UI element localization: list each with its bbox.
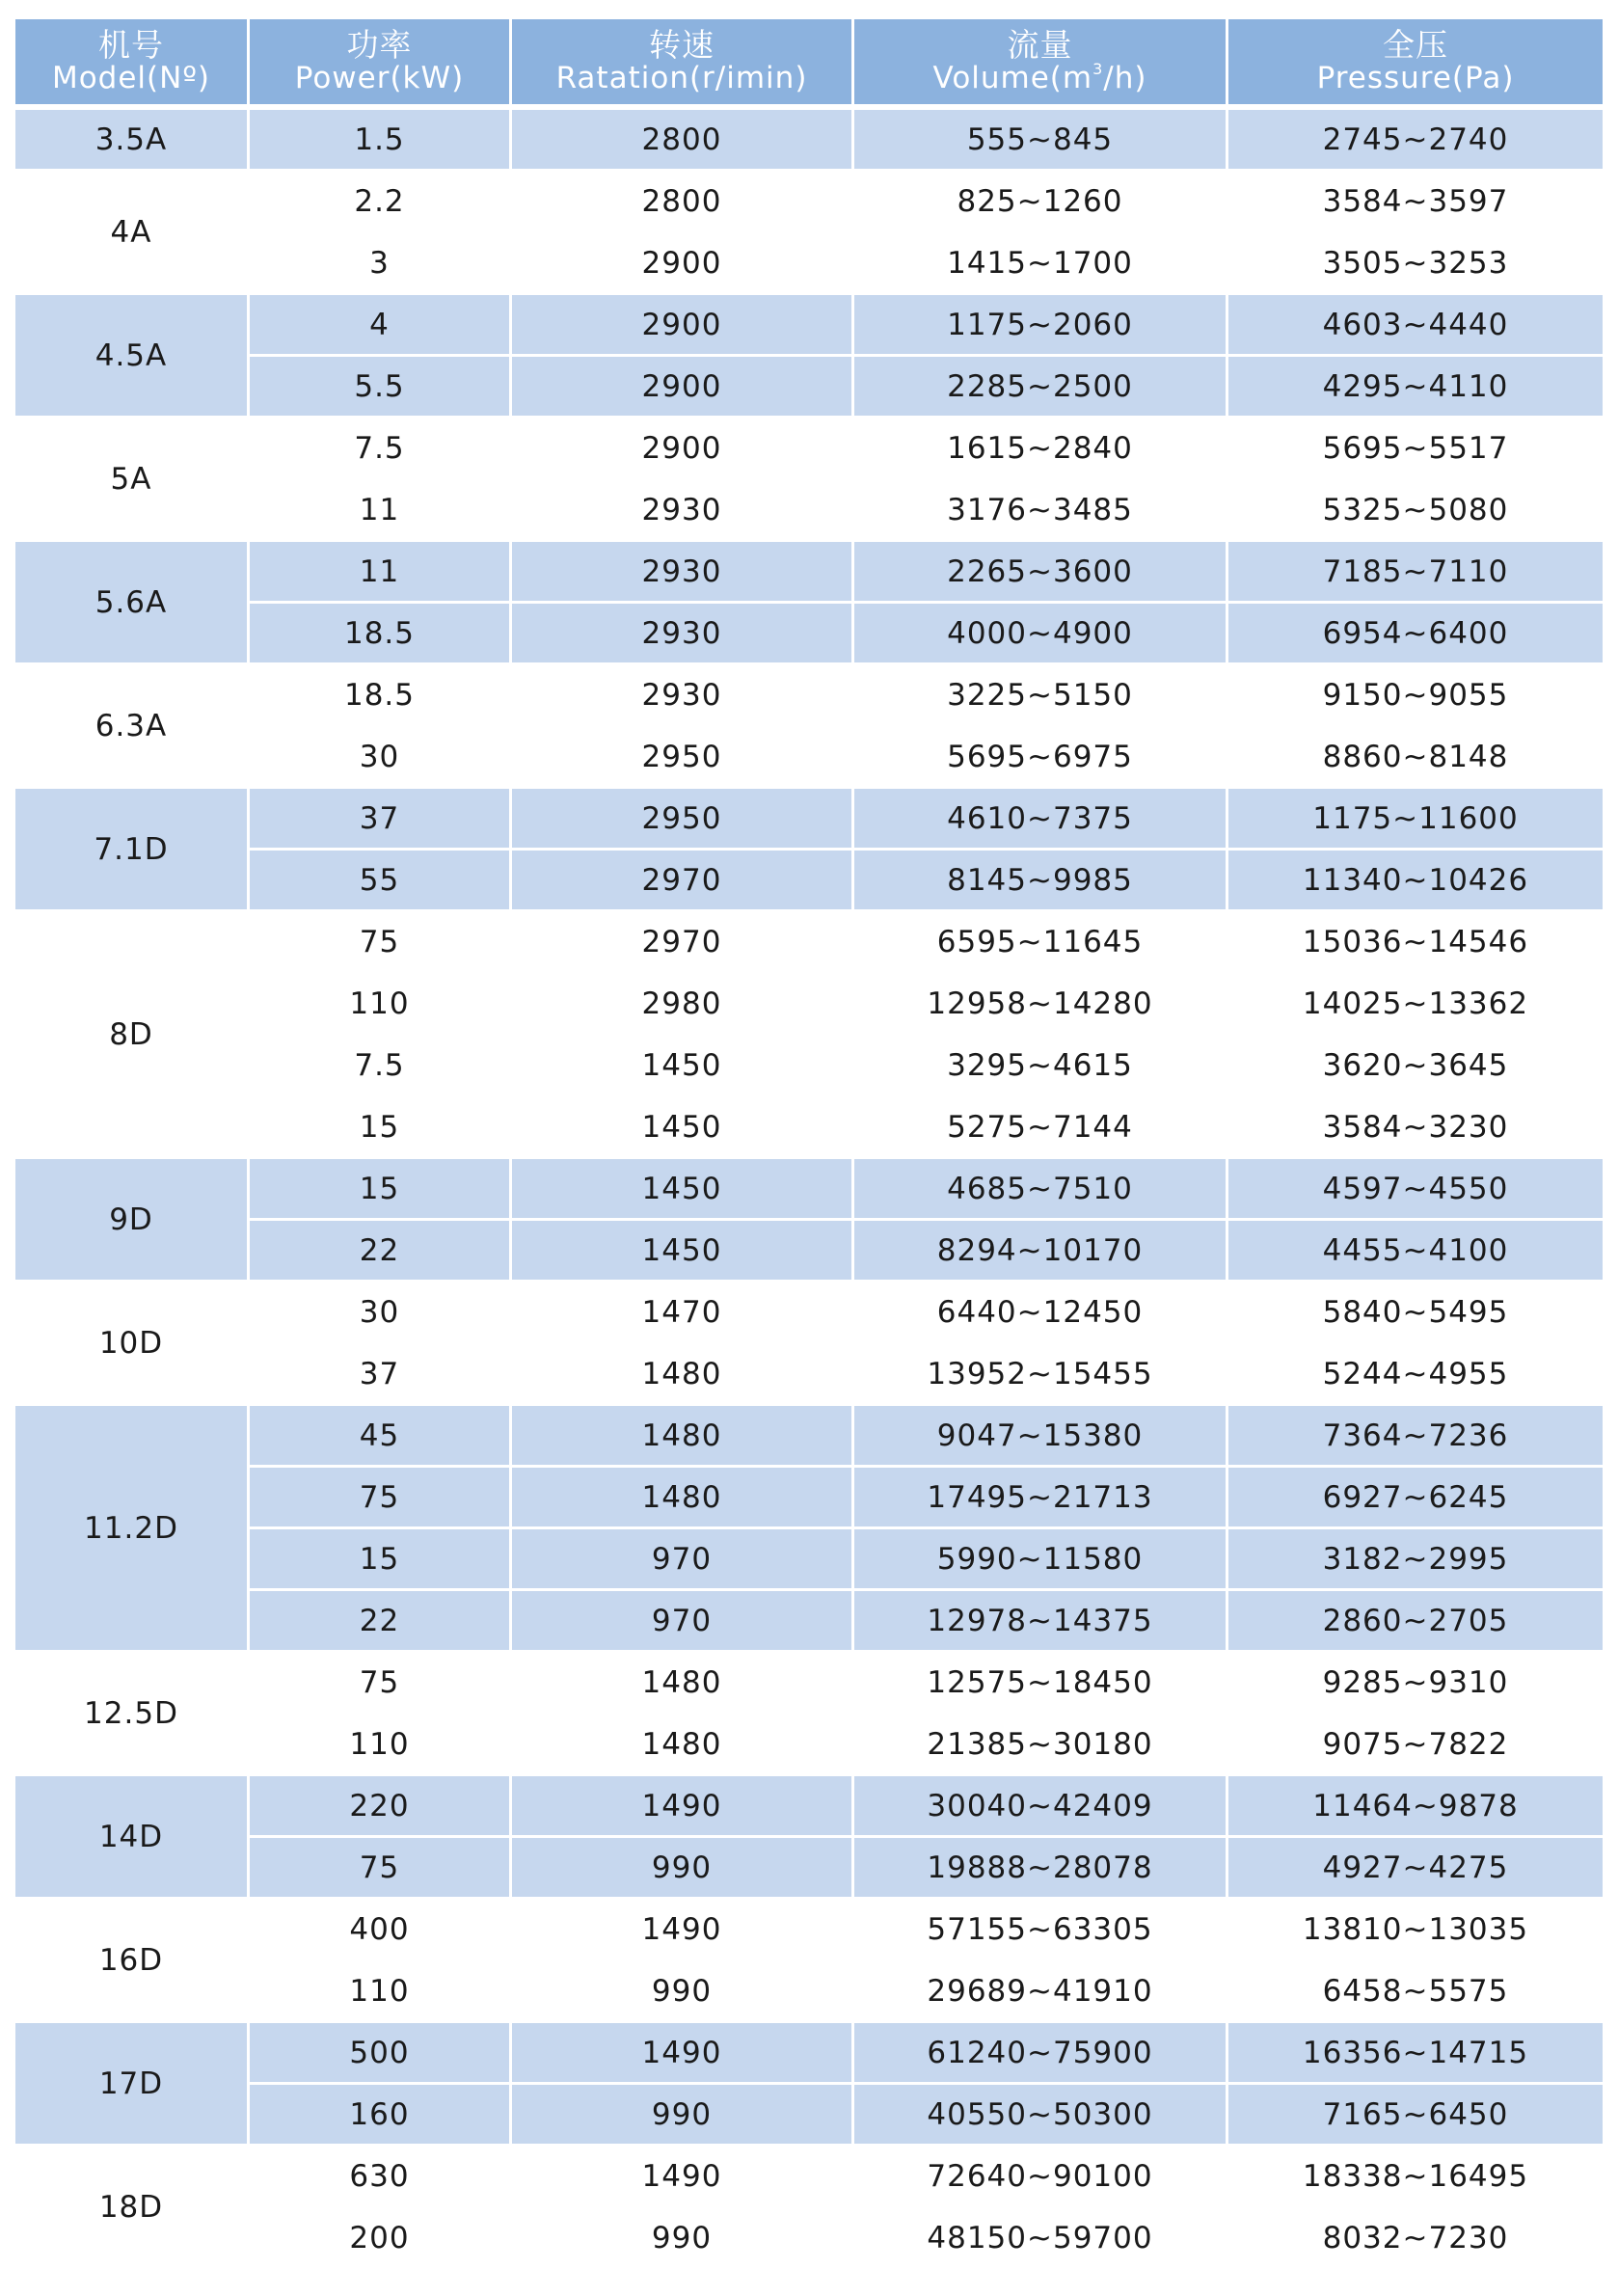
model-cell: 6.3A: [15, 665, 250, 789]
volume-cell: 3225~5150: [854, 665, 1228, 727]
speed-cell: 990: [512, 2208, 854, 2270]
table-row: [15, 172, 1603, 233]
speed-cell: 990: [512, 1961, 854, 2023]
table-header: [15, 19, 1603, 110]
volume-cell: 72640~90100: [854, 2147, 1228, 2208]
header-speed: [512, 19, 854, 110]
volume-cell: 1615~2840: [854, 419, 1228, 480]
volume-cell: 12575~18450: [854, 1653, 1228, 1715]
power-cell: 75: [250, 1468, 512, 1529]
table-row: [15, 233, 1603, 295]
pressure-cell: 3620~3645: [1228, 1036, 1603, 1097]
speed-cell: 1490: [512, 1900, 854, 1961]
power-cell: 22: [250, 1591, 512, 1653]
table-row: [15, 419, 1603, 480]
volume-cell: 5275~7144: [854, 1097, 1228, 1159]
table-row: [15, 974, 1603, 1036]
pressure-cell: 8860~8148: [1228, 727, 1603, 789]
volume-cell: 3295~4615: [854, 1036, 1228, 1097]
pressure-cell: 7165~6450: [1228, 2085, 1603, 2147]
speed-cell: 1480: [512, 1715, 854, 1776]
model-cell: 17D: [15, 2023, 250, 2147]
pressure-cell: 8032~7230: [1228, 2208, 1603, 2270]
volume-cell: 3176~3485: [854, 480, 1228, 542]
power-cell: 22: [250, 1221, 512, 1283]
table-row: [15, 1591, 1603, 1653]
fan-spec-table: [15, 19, 1603, 2270]
header-model-en: Model(Nº): [51, 61, 211, 95]
volume-cell: 13952~15455: [854, 1344, 1228, 1406]
table-row: [15, 2023, 1603, 2085]
volume-cell: 4685~7510: [854, 1159, 1228, 1221]
speed-cell: 1470: [512, 1283, 854, 1344]
table-row: [15, 1776, 1603, 1838]
model-cell: 7.1D: [15, 789, 250, 912]
power-cell: 110: [250, 1715, 512, 1776]
table-row: [15, 665, 1603, 727]
table-row: [15, 727, 1603, 789]
volume-cell: 5695~6975: [854, 727, 1228, 789]
volume-cell: 5990~11580: [854, 1529, 1228, 1591]
table-row: [15, 357, 1603, 419]
pressure-cell: 3584~3230: [1228, 1097, 1603, 1159]
pressure-cell: 11340~10426: [1228, 851, 1603, 912]
speed-cell: 2800: [512, 110, 854, 172]
pressure-cell: 5840~5495: [1228, 1283, 1603, 1344]
volume-cell: 4610~7375: [854, 789, 1228, 851]
speed-cell: 2970: [512, 851, 854, 912]
volume-cell: 12978~14375: [854, 1591, 1228, 1653]
model-cell: 4A: [15, 172, 250, 295]
pressure-cell: 5695~5517: [1228, 419, 1603, 480]
power-cell: 15: [250, 1159, 512, 1221]
volume-cell: 1415~1700: [854, 233, 1228, 295]
table-row: [15, 912, 1603, 974]
pressure-cell: 18338~16495: [1228, 2147, 1603, 2208]
header-row: [15, 19, 1603, 110]
speed-cell: 2900: [512, 233, 854, 295]
pressure-cell: 6927~6245: [1228, 1468, 1603, 1529]
header-speed-zh: 转速: [649, 26, 715, 64]
speed-cell: 1450: [512, 1159, 854, 1221]
volume-cell: 2265~3600: [854, 542, 1228, 604]
table-row: [15, 1715, 1603, 1776]
table-row: [15, 1221, 1603, 1283]
header-speed-en: Ratation(r/imin): [555, 61, 808, 95]
table-row: [15, 851, 1603, 912]
power-cell: 110: [250, 974, 512, 1036]
power-cell: 75: [250, 1653, 512, 1715]
model-cell: 14D: [15, 1776, 250, 1900]
header-volume: [854, 19, 1228, 110]
volume-cell: 17495~21713: [854, 1468, 1228, 1529]
power-cell: 11: [250, 480, 512, 542]
model-cell: 16D: [15, 1900, 250, 2023]
pressure-cell: 3182~2995: [1228, 1529, 1603, 1591]
table-row: [15, 1653, 1603, 1715]
speed-cell: 990: [512, 2085, 854, 2147]
header-model-zh: 机号: [98, 26, 164, 64]
pressure-cell: 3584~3597: [1228, 172, 1603, 233]
power-cell: 200: [250, 2208, 512, 2270]
speed-cell: 2950: [512, 727, 854, 789]
table-row: [15, 542, 1603, 604]
speed-cell: 1490: [512, 2147, 854, 2208]
power-cell: 75: [250, 912, 512, 974]
volume-cell: 61240~75900: [854, 2023, 1228, 2085]
volume-cell: 57155~63305: [854, 1900, 1228, 1961]
header-volume-en-pre: Volume(m: [932, 61, 1093, 95]
pressure-cell: 9150~9055: [1228, 665, 1603, 727]
pressure-cell: 16356~14715: [1228, 2023, 1603, 2085]
power-cell: 37: [250, 789, 512, 851]
table-row: [15, 295, 1603, 357]
power-cell: 37: [250, 1344, 512, 1406]
model-cell: 3.5A: [15, 110, 250, 172]
speed-cell: 2900: [512, 295, 854, 357]
table-body: [15, 110, 1603, 2270]
header-volume-en-sup: 3: [1092, 60, 1104, 78]
pressure-cell: 6954~6400: [1228, 604, 1603, 665]
pressure-cell: 3505~3253: [1228, 233, 1603, 295]
model-cell: 5A: [15, 419, 250, 542]
header-pressure-zh: 全压: [1383, 26, 1448, 64]
speed-cell: 2900: [512, 419, 854, 480]
pressure-cell: 2745~2740: [1228, 110, 1603, 172]
speed-cell: 1450: [512, 1097, 854, 1159]
speed-cell: 1480: [512, 1406, 854, 1468]
volume-cell: 48150~59700: [854, 2208, 1228, 2270]
power-cell: 5.5: [250, 357, 512, 419]
pressure-cell: 4455~4100: [1228, 1221, 1603, 1283]
pressure-cell: 5325~5080: [1228, 480, 1603, 542]
power-cell: 18.5: [250, 665, 512, 727]
power-cell: 55: [250, 851, 512, 912]
speed-cell: 1490: [512, 1776, 854, 1838]
speed-cell: 970: [512, 1529, 854, 1591]
volume-cell: 9047~15380: [854, 1406, 1228, 1468]
table-row: [15, 2208, 1603, 2270]
volume-cell: 2285~2500: [854, 357, 1228, 419]
volume-cell: 40550~50300: [854, 2085, 1228, 2147]
power-cell: 15: [250, 1529, 512, 1591]
volume-cell: 825~1260: [854, 172, 1228, 233]
table-row: [15, 1097, 1603, 1159]
table-row: [15, 1900, 1603, 1961]
model-cell: 4.5A: [15, 295, 250, 419]
header-volume-en-post: /h): [1103, 61, 1147, 95]
speed-cell: 2970: [512, 912, 854, 974]
speed-cell: 1450: [512, 1036, 854, 1097]
power-cell: 75: [250, 1838, 512, 1900]
header-volume-zh: 流量: [1007, 26, 1073, 64]
model-cell: 12.5D: [15, 1653, 250, 1776]
model-cell: 10D: [15, 1283, 250, 1406]
table-row: [15, 480, 1603, 542]
volume-cell: 12958~14280: [854, 974, 1228, 1036]
table-row: [15, 2147, 1603, 2208]
model-cell: 11.2D: [15, 1406, 250, 1653]
power-cell: 15: [250, 1097, 512, 1159]
speed-cell: 1480: [512, 1344, 854, 1406]
pressure-cell: 5244~4955: [1228, 1344, 1603, 1406]
speed-cell: 970: [512, 1591, 854, 1653]
model-cell: 18D: [15, 2147, 250, 2270]
power-cell: 18.5: [250, 604, 512, 665]
speed-cell: 1480: [512, 1468, 854, 1529]
power-cell: 7.5: [250, 419, 512, 480]
table-row: [15, 1961, 1603, 2023]
power-cell: 4: [250, 295, 512, 357]
power-cell: 630: [250, 2147, 512, 2208]
speed-cell: 2930: [512, 665, 854, 727]
power-cell: 3: [250, 233, 512, 295]
pressure-cell: 4295~4110: [1228, 357, 1603, 419]
speed-cell: 2900: [512, 357, 854, 419]
pressure-cell: 1175~11600: [1228, 789, 1603, 851]
volume-cell: 1175~2060: [854, 295, 1228, 357]
power-cell: 11: [250, 542, 512, 604]
speed-cell: 1450: [512, 1221, 854, 1283]
volume-cell: 6595~11645: [854, 912, 1228, 974]
power-cell: 400: [250, 1900, 512, 1961]
table-row: [15, 1036, 1603, 1097]
speed-cell: 1480: [512, 1653, 854, 1715]
model-cell: 5.6A: [15, 542, 250, 665]
speed-cell: 2930: [512, 480, 854, 542]
volume-cell: 4000~4900: [854, 604, 1228, 665]
header-model: [15, 19, 250, 110]
pressure-cell: 4927~4275: [1228, 1838, 1603, 1900]
speed-cell: 2930: [512, 604, 854, 665]
header-pressure: [1228, 19, 1603, 110]
power-cell: 7.5: [250, 1036, 512, 1097]
header-power-zh: 功率: [346, 26, 413, 64]
power-cell: 160: [250, 2085, 512, 2147]
table-row: [15, 1283, 1603, 1344]
header-volume-en: [854, 62, 1226, 95]
pressure-cell: 14025~13362: [1228, 974, 1603, 1036]
table-row: [15, 1529, 1603, 1591]
speed-cell: 2800: [512, 172, 854, 233]
power-cell: 30: [250, 1283, 512, 1344]
speed-cell: 2950: [512, 789, 854, 851]
table-row: [15, 789, 1603, 851]
table-row: [15, 1159, 1603, 1221]
pressure-cell: 4603~4440: [1228, 295, 1603, 357]
power-cell: 220: [250, 1776, 512, 1838]
table-row: [15, 1406, 1603, 1468]
volume-cell: 19888~28078: [854, 1838, 1228, 1900]
speed-cell: 990: [512, 1838, 854, 1900]
volume-cell: 21385~30180: [854, 1715, 1228, 1776]
table-row: [15, 604, 1603, 665]
header-power: [250, 19, 512, 110]
power-cell: 1.5: [250, 110, 512, 172]
power-cell: 500: [250, 2023, 512, 2085]
volume-cell: 6440~12450: [854, 1283, 1228, 1344]
pressure-cell: 2860~2705: [1228, 1591, 1603, 1653]
table-row: [15, 1468, 1603, 1529]
model-cell: 9D: [15, 1159, 250, 1283]
power-cell: 30: [250, 727, 512, 789]
pressure-cell: 7364~7236: [1228, 1406, 1603, 1468]
pressure-cell: 7185~7110: [1228, 542, 1603, 604]
power-cell: 2.2: [250, 172, 512, 233]
pressure-cell: 13810~13035: [1228, 1900, 1603, 1961]
speed-cell: 1490: [512, 2023, 854, 2085]
pressure-cell: 6458~5575: [1228, 1961, 1603, 2023]
header-pressure-en: Pressure(Pa): [1316, 61, 1515, 95]
table-row: [15, 1838, 1603, 1900]
pressure-cell: 9285~9310: [1228, 1653, 1603, 1715]
pressure-cell: 9075~7822: [1228, 1715, 1603, 1776]
volume-cell: 30040~42409: [854, 1776, 1228, 1838]
power-cell: 45: [250, 1406, 512, 1468]
table-row: [15, 1344, 1603, 1406]
volume-cell: 8294~10170: [854, 1221, 1228, 1283]
table-row: [15, 110, 1603, 172]
pressure-cell: 11464~9878: [1228, 1776, 1603, 1838]
model-cell: 8D: [15, 912, 250, 1159]
pressure-cell: 4597~4550: [1228, 1159, 1603, 1221]
speed-cell: 2930: [512, 542, 854, 604]
pressure-cell: 15036~14546: [1228, 912, 1603, 974]
header-power-en: Power(kW): [294, 61, 465, 95]
volume-cell: 29689~41910: [854, 1961, 1228, 2023]
volume-cell: 8145~9985: [854, 851, 1228, 912]
table-row: [15, 2085, 1603, 2147]
power-cell: 110: [250, 1961, 512, 2023]
volume-cell: 555~845: [854, 110, 1228, 172]
speed-cell: 2980: [512, 974, 854, 1036]
